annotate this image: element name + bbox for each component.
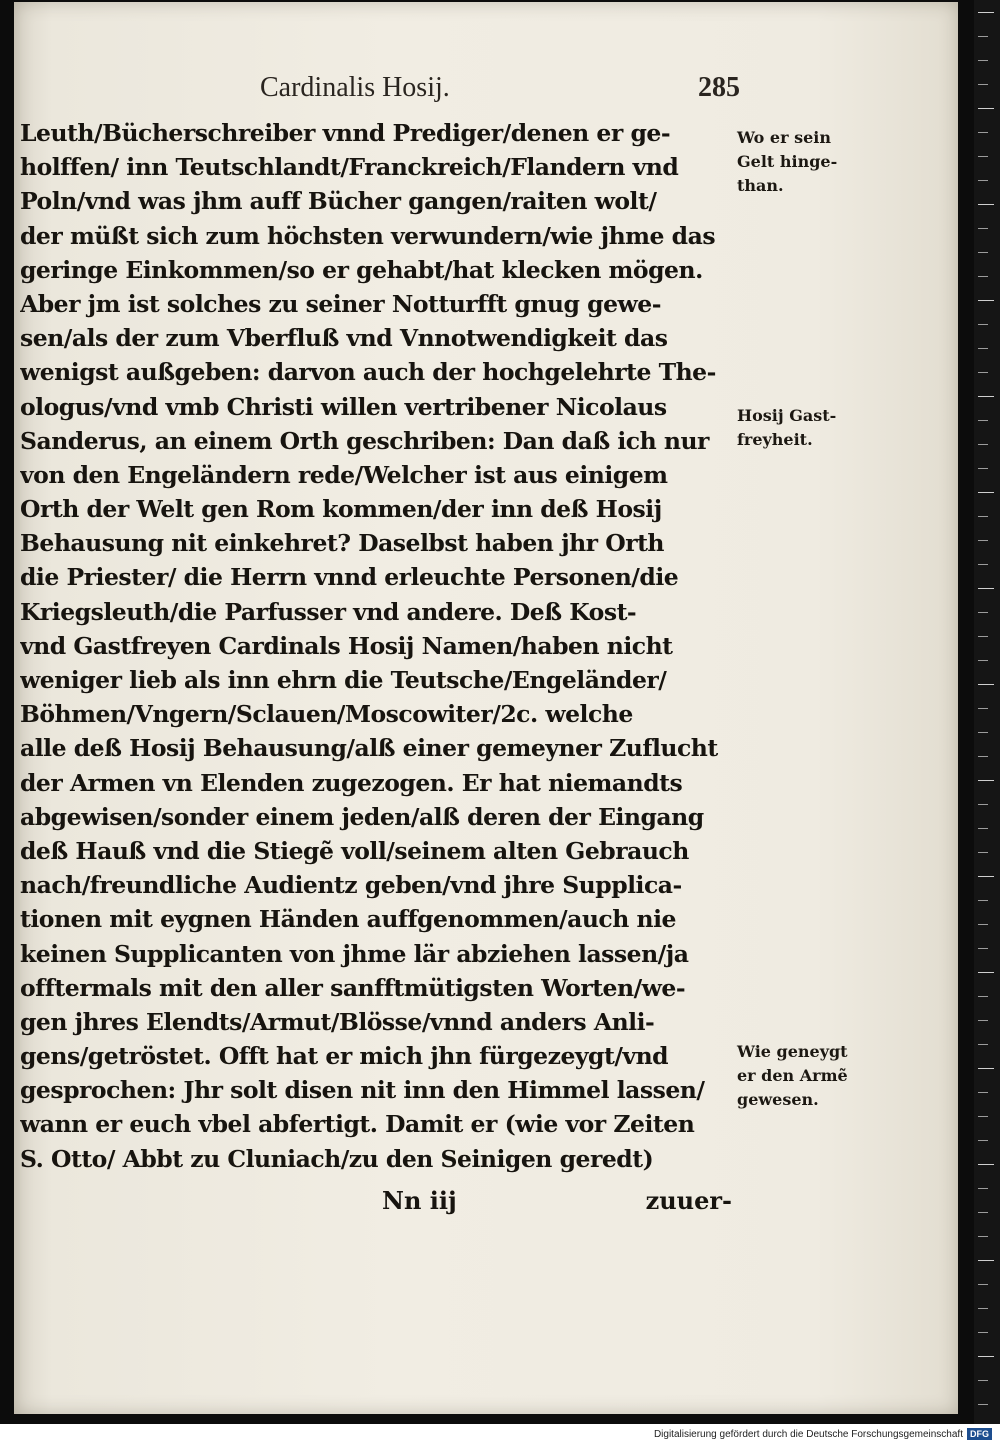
margin-note-hospitality: [737, 404, 872, 452]
text-line: alle deß Hosij Behausung/alß einer gemeyner Zuflucht: [20, 734, 718, 763]
ruler-tick: [978, 132, 988, 133]
text-line: Böhmen/Vngern/Sclauen/Moscowiter/2c. welche: [20, 700, 633, 729]
ruler-tick: [978, 1092, 988, 1093]
margin-note-line: freyheit.: [737, 430, 813, 449]
ruler-tick: [978, 492, 994, 493]
margin-note-line: gewesen.: [737, 1090, 819, 1109]
ruler-tick: [978, 1260, 994, 1261]
ruler-tick: [978, 1332, 988, 1333]
text-line: Kriegsleuth/die Parfusser vnd andere. Deß Kost-: [20, 597, 637, 626]
page-header: [260, 72, 740, 108]
ruler-tick: [978, 156, 988, 157]
margin-note-line: Gelt hinge-: [737, 152, 838, 171]
ruler-tick: [978, 324, 988, 325]
ruler-tick: [978, 588, 994, 589]
text-line: tionen mit eygnen Händen auffgenommen/auch nie: [20, 905, 676, 934]
ruler-tick: [978, 612, 988, 613]
scan-ruler: [974, 0, 1000, 1424]
ruler-tick: [978, 180, 988, 181]
ruler-tick: [978, 1020, 988, 1021]
text-line: vnd Gastfreyen Cardinals Hosij Namen/haben nicht: [20, 631, 673, 660]
ruler-tick: [978, 1140, 988, 1141]
text-line: abgewisen/sonder einem jeden/alß deren der Eingang: [20, 802, 704, 831]
ruler-tick: [978, 1068, 994, 1069]
ruler-tick: [978, 348, 988, 349]
ruler-tick: [978, 36, 988, 37]
ruler-tick: [978, 636, 988, 637]
ruler-tick: [978, 252, 988, 253]
ruler-tick: [978, 60, 988, 61]
ruler-tick: [978, 996, 988, 997]
text-line: Aber jm ist solches zu seiner Notturfft gnug gewe-: [20, 289, 661, 318]
margin-note-line: Wo er sein: [737, 128, 831, 147]
ruler-tick: [978, 1308, 988, 1309]
margin-note-money: [737, 126, 872, 198]
catchword: zuuer-: [645, 1186, 732, 1215]
ruler-tick: [978, 1404, 988, 1405]
text-line: Poln/vnd was jhm auff Bücher gangen/raiten wolt/: [20, 187, 657, 216]
ruler-tick: [978, 732, 988, 733]
ruler-tick: [978, 228, 988, 229]
ruler-tick: [978, 420, 988, 421]
text-line: S. Otto/ Abbt zu Cluniach/zu den Seinigen geredt): [20, 1144, 654, 1173]
ruler-tick: [978, 444, 988, 445]
text-line: geringe Einkommen/so er gehabt/hat klecken mögen.: [20, 255, 703, 284]
text-line: deß Hauß vnd die Stiegẽ voll/seinem alten Gebrauch: [20, 836, 689, 865]
ruler-tick: [978, 564, 988, 565]
text-line: wann er euch vbel abfertigt. Damit er (wie vor Zeiten: [20, 1110, 695, 1139]
page-number: 285: [698, 72, 740, 103]
ruler-tick: [978, 300, 994, 301]
text-line: Behausung nit einkehret? Daselbst haben jhr Orth: [20, 529, 665, 558]
text-line: holffen/ inn Teutschlandt/Franckreich/Flandern vnd: [20, 153, 679, 182]
text-line: gens/getröstet. Offt hat er mich jhn fürgezeygt/vnd: [20, 1042, 669, 1071]
text-line: Leuth/Bücherschreiber vnnd Prediger/denen er ge-: [20, 119, 671, 147]
ruler-tick: [978, 1164, 994, 1165]
ruler-tick: [978, 660, 988, 661]
text-line: von den Engeländern rede/Welcher ist aus einigem: [20, 460, 668, 489]
text-line: gesprochen: Jhr solt disen nit inn den Himmel lassen/: [20, 1076, 705, 1105]
ruler-tick: [978, 876, 994, 877]
ruler-tick: [978, 516, 988, 517]
text-line: nach/freundliche Audientz geben/vnd jhre Supplica-: [20, 871, 682, 900]
ruler-tick: [978, 84, 988, 85]
ruler-tick: [978, 828, 988, 829]
text-line: weniger lieb als inn ehrn die Teutsche/Engeländer/: [20, 666, 667, 694]
ruler-tick: [978, 108, 994, 109]
ruler-tick: [978, 684, 994, 685]
text-line: Orth der Welt gen Rom kommen/der inn deß Hosij: [20, 495, 662, 524]
ruler-tick: [978, 1380, 988, 1381]
ruler-tick: [978, 972, 994, 973]
ruler-tick: [978, 1116, 988, 1117]
ruler-tick: [978, 540, 988, 541]
ruler-tick: [978, 1044, 988, 1045]
text-line: wenigst außgeben: darvon auch der hochgelehrte The-: [20, 358, 716, 387]
digitization-credit: [654, 1427, 992, 1441]
text-line: sen/als der zum Vberfluß vnd Vnnotwendigkeit das: [20, 324, 668, 353]
page-footer: [20, 1186, 732, 1222]
ruler-tick: [978, 852, 988, 853]
signature-mark: Nn iij: [382, 1186, 457, 1215]
ruler-tick: [978, 1212, 988, 1213]
margin-note-line: Hosij Gast-: [737, 406, 837, 425]
running-title: Cardinalis Hosij.: [260, 72, 450, 103]
ruler-tick: [978, 12, 994, 13]
margin-note-line: than.: [737, 176, 784, 195]
ruler-tick: [978, 708, 988, 709]
margin-note-line: Wie geneygt: [737, 1042, 848, 1061]
ruler-tick: [978, 1284, 988, 1285]
credit-text: Digitalisierung gefördert durch die Deutsche Forschungsgemeinschaft: [653, 1428, 963, 1440]
ruler-tick: [978, 804, 988, 805]
ruler-tick: [978, 900, 988, 901]
ruler-tick: [978, 924, 988, 925]
ruler-tick: [978, 1188, 988, 1189]
margin-note-line: er den Armẽ: [737, 1066, 848, 1085]
ruler-tick: [978, 204, 994, 205]
text-line: die Priester/ die Herrn vnnd erleuchte Personen/die: [20, 563, 679, 592]
text-line: offtermals mit den aller sanfftmütigsten Worten/we-: [20, 973, 686, 1002]
ruler-tick: [978, 1236, 988, 1237]
body-text: [20, 116, 732, 1176]
ruler-tick: [978, 948, 988, 949]
ruler-tick: [978, 372, 988, 373]
ruler-tick: [978, 468, 988, 469]
ruler-tick: [978, 276, 988, 277]
text-line: gen jhres Elendts/Armut/Blösse/vnnd anders Anli-: [20, 1007, 655, 1036]
ruler-tick: [978, 780, 994, 781]
ruler-tick: [978, 1356, 994, 1357]
ruler-tick: [978, 396, 994, 397]
text-line: der müßt sich zum höchsten verwundern/wie jhme das: [20, 221, 716, 250]
margin-note-poor: [737, 1040, 872, 1112]
text-line: ologus/vnd vmb Christi willen vertribener Nicolaus: [20, 392, 667, 421]
ruler-tick: [978, 756, 988, 757]
text-line: keinen Supplicanten von jhme lär abziehen lassen/ja: [20, 939, 689, 968]
dfg-logo: DFG: [967, 1428, 992, 1440]
text-line: Sanderus, an einem Orth geschriben: Dan daß ich nur: [20, 426, 709, 455]
text-line: der Armen vn Elenden zugezogen. Er hat niemandts: [20, 768, 683, 797]
